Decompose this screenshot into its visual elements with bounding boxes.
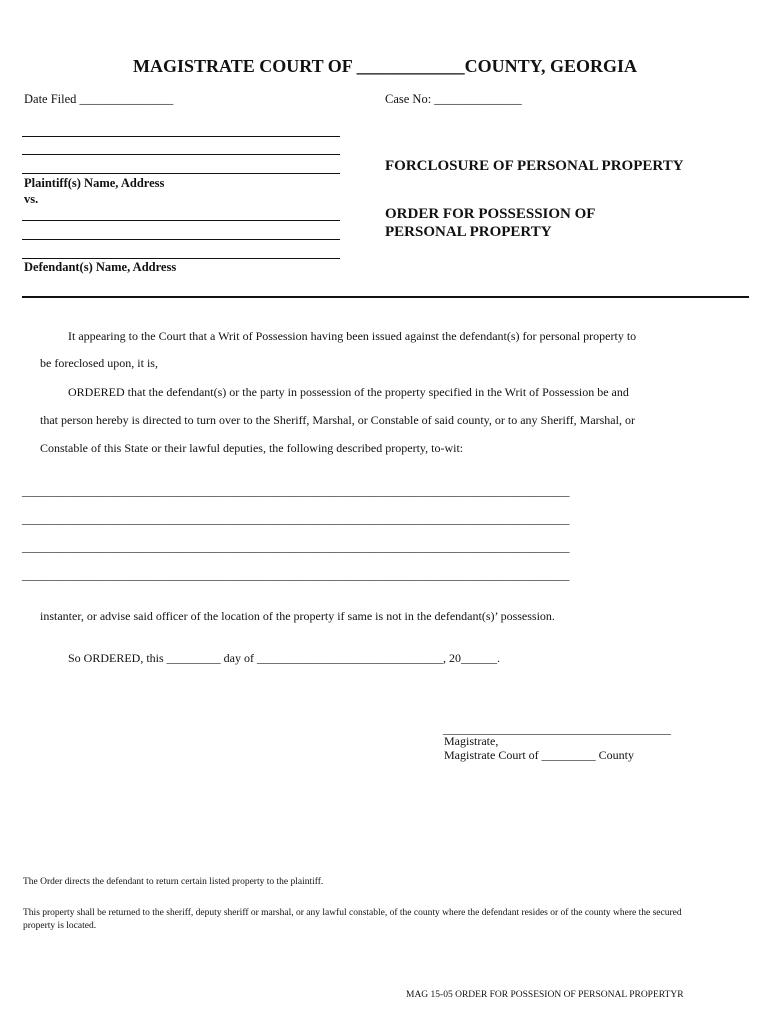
so-ordered-line[interactable]: So ORDERED, this _________ day of _______________________________, 20______.	[68, 651, 500, 665]
plaintiff-label: Plaintiff(s) Name, Address	[24, 176, 165, 190]
versus-label: vs.	[24, 192, 39, 206]
body-para2-line1: ORDERED that the defendant(s) or the party in possession of the property specified in the Writ of Possession be and	[68, 385, 629, 399]
instanter-text: instanter, or advise said officer of the location of the property if same is not in the defendant(s)’ possession.	[40, 609, 555, 623]
plaintiff-line-2[interactable]	[22, 154, 340, 155]
footer-note-2-line-2: property is located.	[23, 921, 97, 931]
body-para1-line2: be foreclosed upon, it is,	[40, 356, 158, 370]
footer-note-1: The Order directs the defendant to return certain listed property to the plaintiff.	[23, 877, 324, 887]
header-divider	[22, 296, 749, 298]
defendant-line-2[interactable]	[22, 239, 340, 240]
property-description-line-3[interactable]: ________________________________________________________________________________________________	[22, 540, 570, 554]
order-heading-line-2: PERSONAL PROPERTY	[385, 224, 552, 240]
body-para2-line2: that person hereby is directed to turn over to the Sheriff, Marshal, or Constable of said county, or to any Sheriff, Marshal, or	[40, 413, 635, 427]
plaintiff-line-1[interactable]	[22, 136, 340, 137]
defendant-line-1[interactable]	[22, 220, 340, 221]
property-description-line-4[interactable]: ________________________________________________________________________________________________	[22, 568, 570, 582]
form-id: MAG 15-05 ORDER FOR POSSESION OF PERSONAL PROPERTYR	[406, 990, 684, 1000]
case-number-field[interactable]: Case No: ______________	[385, 92, 522, 106]
case-type-heading: FORCLOSURE OF PERSONAL PROPERTY	[385, 158, 684, 174]
defendant-line-3[interactable]	[22, 258, 340, 259]
signature-court[interactable]: Magistrate Court of _________ County	[444, 748, 634, 762]
order-heading-line-1: ORDER FOR POSSESSION OF	[385, 206, 596, 222]
page-title: MAGISTRATE COURT OF ____________COUNTY, GEORGIA	[133, 56, 637, 76]
body-para2-line3: Constable of this State or their lawful deputies, the following described property, to-wit:	[40, 441, 464, 455]
plaintiff-line-3[interactable]	[22, 173, 340, 174]
defendant-label: Defendant(s) Name, Address	[24, 260, 177, 274]
property-description-line-2[interactable]: ________________________________________________________________________________________________	[22, 512, 570, 526]
signature-line[interactable]: ______________________________________	[443, 722, 671, 736]
date-filed-field[interactable]: Date Filed _______________	[24, 92, 174, 106]
signature-title: Magistrate,	[444, 734, 499, 748]
footer-note-2-line-1: This property shall be returned to the sheriff, deputy sheriff or marshal, or any lawful constable, of the county where the defendant resides or of the county where the secured	[23, 908, 682, 918]
body-para1-line1: It appearing to the Court that a Writ of Possession having been issued against the defendant(s) for personal property to	[68, 329, 637, 343]
property-description-line-1[interactable]: ________________________________________________________________________________________________	[22, 484, 570, 498]
